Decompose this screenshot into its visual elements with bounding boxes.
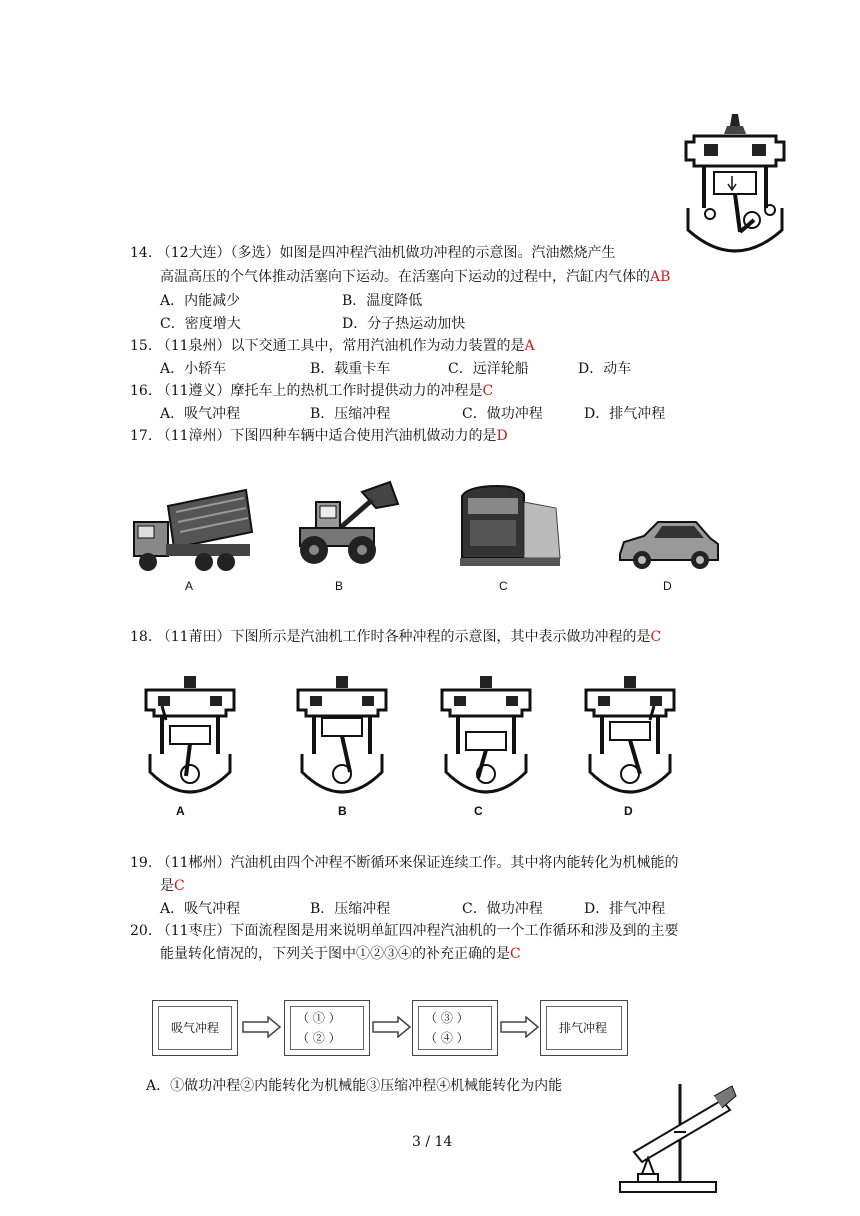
q16-number: 16. <box>130 383 153 399</box>
q20-stem-part1: （11枣庄）下面流程图是用来说明单缸四冲程汽油机的一个工作循环和涉及到的主要 <box>156 923 679 939</box>
engine-label-c: C <box>474 804 483 818</box>
q17-line <box>130 425 508 445</box>
q15-option-c: C．远洋轮船 <box>448 361 529 377</box>
q17-answer: D <box>496 428 508 444</box>
q19-line2 <box>160 875 185 895</box>
q15-stem: （11泉州）以下交通工具中，常用汽油机作为动力装置的是 <box>156 338 525 354</box>
q16-option-d: D．排气冲程 <box>584 406 666 422</box>
vehicle-dump-truck-image <box>128 486 258 576</box>
q14-option-a: A．内能减少 <box>160 293 241 309</box>
vehicle-car-image <box>614 514 724 574</box>
q15-number: 15. <box>130 338 153 354</box>
engine-label-d: D <box>624 804 633 818</box>
q14-line1 <box>130 242 616 262</box>
q20-option-a: A．①做功冲程②内能转化为机械能③压缩冲程④机械能转化为内能 <box>146 1078 563 1094</box>
q15-line <box>130 335 535 355</box>
vehicle-label-a: A <box>185 579 194 593</box>
vehicle-label-c: C <box>499 579 508 593</box>
q16-answer: C <box>482 383 494 399</box>
q20-line1 <box>130 920 679 940</box>
q19-number: 19. <box>130 855 153 871</box>
flow-arrow-2 <box>372 1016 412 1042</box>
q19-option-b: B．压缩冲程 <box>310 901 391 917</box>
q18-answer: C <box>650 629 662 645</box>
q14-stem-part1: （12大连）（多选）如图是四冲程汽油机做功冲程的示意图。汽油燃烧产生 <box>156 245 616 261</box>
q16-option-a: A．吸气冲程 <box>160 406 241 422</box>
flow-exhaust-label: 排气冲程 <box>559 1021 608 1035</box>
q18-stem: （11莆田）下图所示是汽油机工作时各种冲程的示意图，其中表示做功冲程的是 <box>156 629 651 645</box>
q14-answer: AB <box>650 269 671 285</box>
flow-blank-1: （ ① ） <box>297 1011 341 1025</box>
q15-answer: A <box>524 338 535 354</box>
page-number: 3 / 14 <box>412 1134 453 1150</box>
flow-blank-4: （ ④ ） <box>425 1031 469 1045</box>
flow-intake-label: 吸气冲程 <box>171 1021 220 1035</box>
q20-number: 20. <box>130 923 153 939</box>
flow-box-exhaust <box>540 1000 628 1056</box>
q15-option-b: B．载重卡车 <box>310 361 391 377</box>
q18-line <box>130 626 661 646</box>
flow-blank-2: （ ② ） <box>297 1031 341 1045</box>
q20-line2 <box>160 943 521 963</box>
q19-stem-part2: 是 <box>160 878 174 894</box>
engine-stroke-b-image <box>292 676 392 802</box>
q14-option-c: C．密度增大 <box>160 316 241 332</box>
engine-stroke-a-image <box>140 676 240 802</box>
vehicle-label-b: B <box>335 579 344 593</box>
q16-line <box>130 380 493 400</box>
q15-option-d: D．动车 <box>578 361 632 377</box>
q18-number: 18. <box>130 629 153 645</box>
q14-number: 14. <box>130 245 153 261</box>
q20-answer: C <box>510 946 521 962</box>
q19-option-a: A．吸气冲程 <box>160 901 241 917</box>
q14-option-d: D．分子热运动加快 <box>342 316 466 332</box>
engine-stroke-d-image <box>580 676 680 802</box>
vehicle-label-d: D <box>663 579 672 593</box>
vehicle-loader-image <box>294 478 404 570</box>
vehicle-train-image <box>458 484 564 574</box>
q16-option-c: C．做功冲程 <box>462 406 543 422</box>
q19-answer: C <box>174 878 185 894</box>
q17-number: 17. <box>130 428 153 444</box>
q19-line1 <box>130 852 679 872</box>
flow-box-steps-3-4 <box>412 1000 498 1056</box>
engine-label-b: B <box>338 804 347 818</box>
lab-apparatus-image <box>614 1078 738 1196</box>
engine-label-a: A <box>176 804 185 818</box>
flow-box-steps-1-2 <box>284 1000 370 1056</box>
q15-option-a: A．小轿车 <box>160 361 227 377</box>
q16-stem: （11遵义）摩托车上的热机工作时提供动力的冲程是 <box>156 383 483 399</box>
q16-option-b: B．压缩冲程 <box>310 406 391 422</box>
q19-option-d: D．排气冲程 <box>584 901 666 917</box>
q14-stem-part2: 高温高压的个气体推动活塞向下运动。在活塞向下运动的过程中，汽缸内气体的 <box>160 269 650 285</box>
flow-blank-3: （ ③ ） <box>425 1011 469 1025</box>
q20-stem-part2: 能量转化情况的，下列关于图中①②③④的补充正确的是 <box>160 946 510 962</box>
flow-box-intake <box>152 1000 238 1056</box>
q17-stem: （11漳州）下图四种车辆中适合使用汽油机做动力的是 <box>156 428 497 444</box>
engine-stroke-c-image <box>436 676 536 802</box>
q14-engine-figure <box>680 112 790 260</box>
q19-stem-part1: （11郴州）汽油机由四个冲程不断循环来保证连续工作。其中将内能转化为机械能的 <box>156 855 679 871</box>
q14-line2 <box>160 266 670 286</box>
flow-arrow-3 <box>500 1016 540 1042</box>
q14-option-b: B．温度降低 <box>342 293 423 309</box>
flow-arrow-1 <box>242 1016 282 1042</box>
q19-option-c: C．做功冲程 <box>462 901 543 917</box>
